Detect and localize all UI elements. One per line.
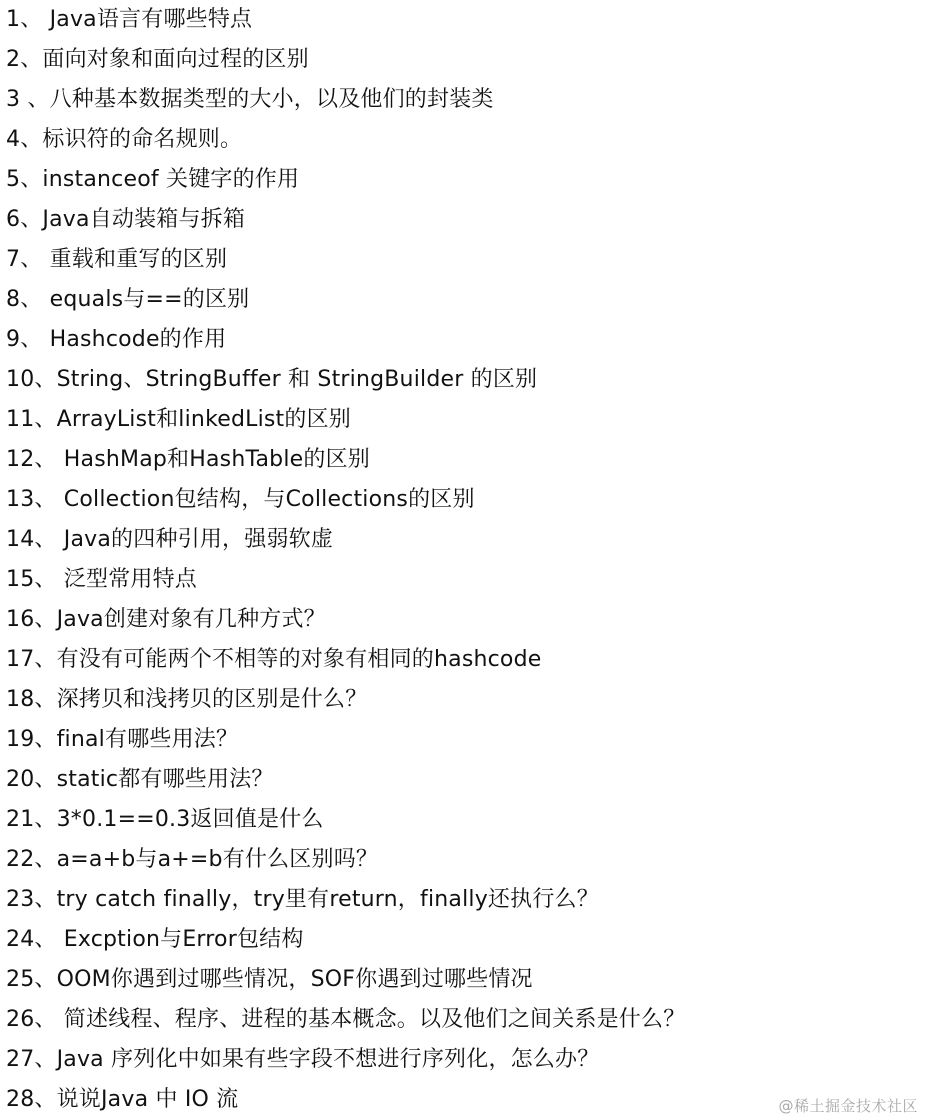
list-item: 27、Java 序列化中如果有些字段不想进行序列化，怎么办？ — [6, 1047, 600, 1072]
question-list — [6, 0, 906, 1120]
list-item: 18、深拷贝和浅拷贝的区别是什么？ — [6, 687, 368, 712]
list-item: 17、有没有可能两个不相等的对象有相同的hashcode — [6, 647, 542, 672]
list-item: 6、Java自动装箱与拆箱 — [6, 207, 246, 232]
list-item: 11、ArrayList和linkedList的区别 — [6, 407, 351, 432]
list-item: 25、OOM你遇到过哪些情况，SOF你遇到过哪些情况 — [6, 967, 533, 992]
list-item: 22、a=a+b与a+=b有什么区别吗？ — [6, 847, 379, 872]
list-item: 10、String、StringBuffer 和 StringBuilder 的区别 — [6, 367, 538, 392]
list-item: 23、try catch finally，try里有return，finally还执行么？ — [6, 887, 599, 912]
list-item: 13、 Collection包结构，与Collections的区别 — [6, 487, 475, 512]
watermark-text: @稀土掘金技术社区 — [778, 1097, 918, 1115]
list-item: 3 、八种基本数据类型的大小，以及他们的封装类 — [6, 87, 494, 112]
list-item: 19、final有哪些用法？ — [6, 727, 239, 752]
list-item: 24、 Excption与Error包结构 — [6, 927, 304, 952]
list-item: 7、 重载和重写的区别 — [6, 247, 228, 272]
list-item: 20、static都有哪些用法？ — [6, 767, 274, 792]
list-item: 28、说说Java 中 IO 流 — [6, 1087, 239, 1112]
list-item: 4、标识符的命名规则。 — [6, 127, 243, 152]
list-item: 1、 Java语言有哪些特点 — [6, 7, 253, 32]
list-item: 8、 equals与==的区别 — [6, 287, 250, 312]
list-item: 5、instanceof 关键字的作用 — [6, 167, 300, 192]
list-item: 12、 HashMap和HashTable的区别 — [6, 447, 370, 472]
list-item: 26、 简述线程、程序、进程的基本概念。以及他们之间关系是什么？ — [6, 1007, 686, 1032]
list-item: 14、 Java的四种引用，强弱软虚 — [6, 527, 334, 552]
list-item: 9、 Hashcode的作用 — [6, 327, 227, 352]
list-item: 16、Java创建对象有几种方式？ — [6, 607, 326, 632]
list-item: 15、 泛型常用特点 — [6, 567, 197, 592]
list-item: 2、面向对象和面向过程的区别 — [6, 47, 309, 72]
list-item: 21、3*0.1==0.3返回值是什么 — [6, 807, 324, 832]
